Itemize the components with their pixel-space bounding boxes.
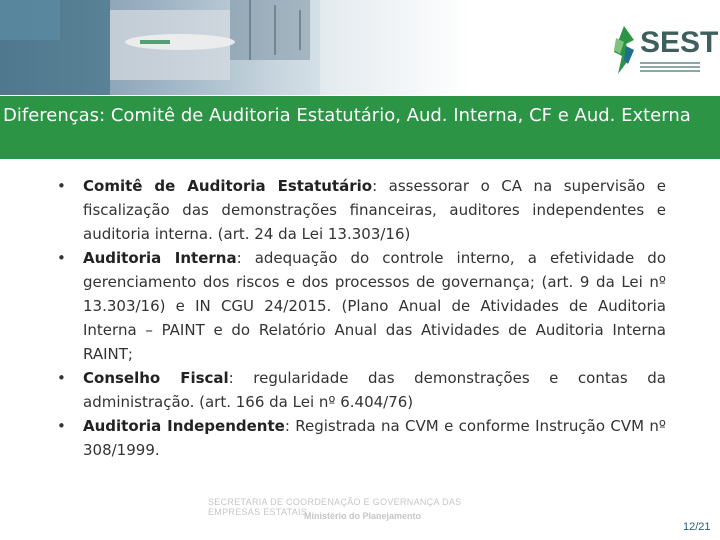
bullet-item (57, 366, 666, 414)
logo-text: SEST (640, 26, 719, 59)
bullet-icon: • (57, 249, 66, 267)
bullet-icon: • (57, 369, 66, 387)
bullet-text: : Registrada na CVM e conforme Instrução CVM nº 308/1999. (83, 417, 667, 459)
content-area (57, 174, 666, 462)
title-bar (0, 96, 720, 159)
bullet-icon: • (57, 177, 66, 195)
bullet-text: : adequação do controle interno, a efetividade do gerenciamento dos riscos e dos processos de governança; (art. 9 da Lei nº 13.303/16) e IN CGU 24/2015. (Plano Anual de Atividades de Auditoria Interna – PAINT e do Relatório Anual das Atividades de Auditoria Interna RAINT; (83, 249, 666, 363)
slide-title: Diferenças: Comitê de Auditoria Estatutário, Aud. Interna, CF e Aud. Externa (3, 105, 691, 126)
footer-organization: SECRETARIA DE COORDENAÇÃO E GOVERNANÇA DAS EMPRESAS ESTATAIS (208, 497, 462, 517)
page-number: 12/21 (683, 521, 711, 533)
bullet-item (57, 174, 666, 246)
bullet-text: : regularidade das demonstrações e contas da administração. (art. 166 da Lei nº 6.404/76) (83, 369, 666, 411)
header-banner (0, 0, 720, 95)
logo-subtitle-lines (640, 62, 700, 74)
sest-logo (610, 24, 719, 80)
header-photo-collage (0, 0, 470, 95)
bullet-term: Auditoria Independente (83, 417, 285, 435)
footer-ministry: Ministério do Planejamento (304, 511, 422, 521)
bullet-item (57, 246, 666, 366)
bullet-list (57, 174, 666, 462)
bullet-text: : assessorar o CA na supervisão e fiscalização das demonstrações financeiras, auditores independentes e auditoria interna. (art. 24 da Lei 13.303/16) (83, 177, 666, 243)
bullet-icon: • (57, 417, 66, 435)
bullet-term: Conselho Fiscal (83, 369, 229, 387)
sest-logo-mark (610, 24, 638, 76)
bullet-term: Comitê de Auditoria Estatutário (83, 177, 373, 195)
bullet-term: Auditoria Interna (83, 249, 237, 267)
bullet-item (57, 414, 666, 462)
